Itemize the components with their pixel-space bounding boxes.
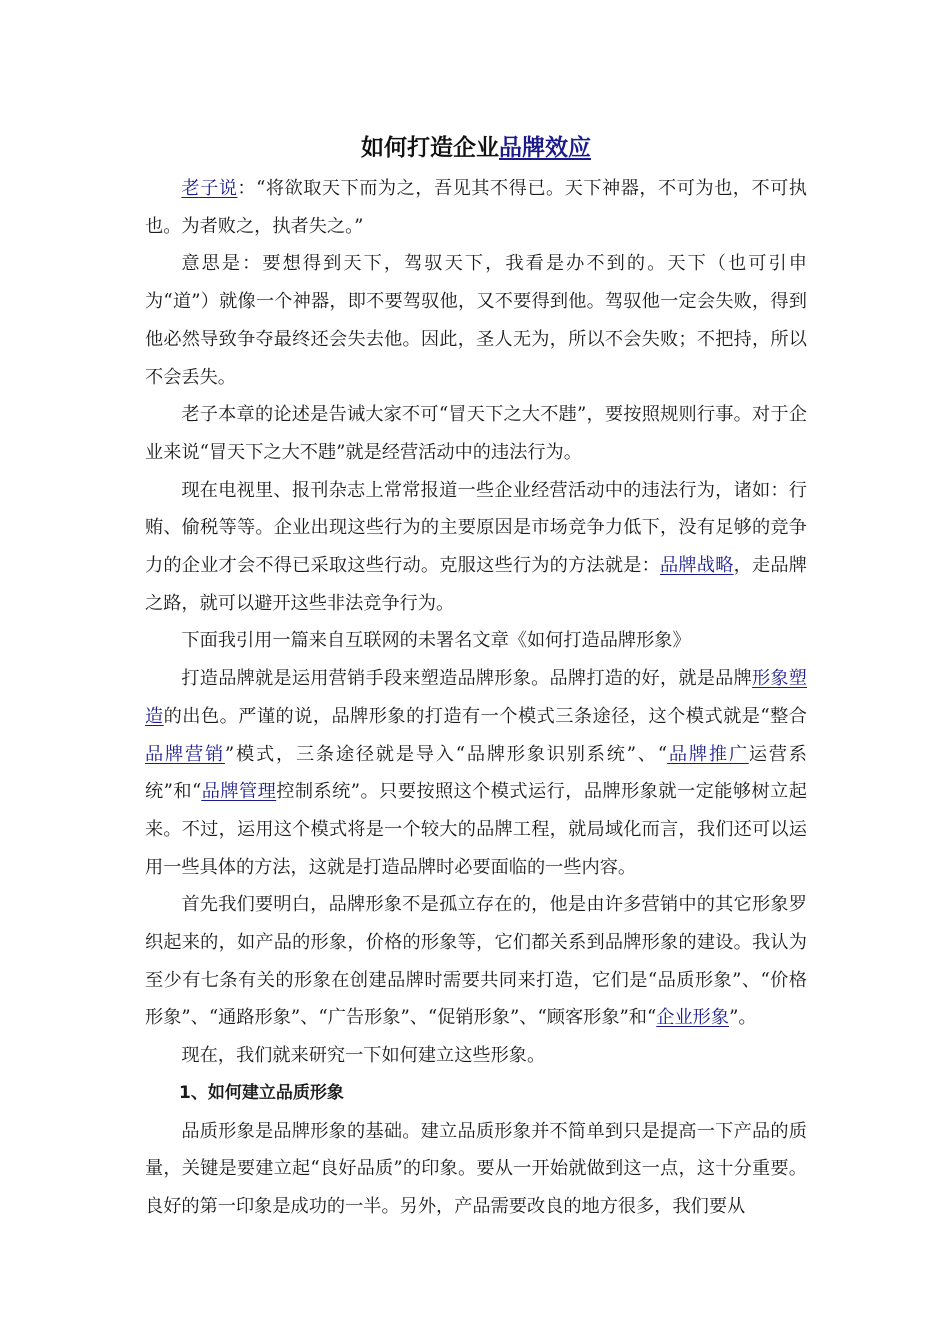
link-laozi[interactable]: 老子说 — [181, 178, 238, 199]
paragraph-text: ”。 — [729, 1007, 757, 1029]
link-corporate-image[interactable]: 企业形象 — [656, 1007, 730, 1029]
paragraph-chapter-summary: 老子本章的论述是告诫大家不可“冒天下之大不韪”，要按照规则行事。对于企业来说“冒天下之大不韪”就是经营活动中的违法行为。 — [145, 404, 807, 463]
paragraph-laozi-quote — [145, 170, 807, 245]
paragraph-meaning: 意思是：要想得到天下，驾驭天下，我看是办不到的。天下（也可引申为“道”）就像一个神器，即不要驾驭他，又不要得到他。驾驭他一定会失败，得到他必然导致争夺最终还会失去他。因此，圣人无为，所以不会失败；不把持，所以不会丢失。 — [145, 253, 807, 388]
paragraph-text: 运营系统”和“ — [145, 743, 807, 803]
title-text: 如何打造企业 — [361, 135, 499, 161]
paragraph-brand-building — [145, 660, 807, 886]
paragraph-text: ，走品牌之路，就可以避开这些非法竞争行为。 — [145, 555, 807, 614]
link-brand-management[interactable]: 品牌管理 — [201, 781, 277, 803]
link-brand-strategy[interactable]: 品牌战略 — [660, 555, 734, 577]
paragraph-text: 现在电视里、报刊杂志上常常报道一些企业经营活动中的违法行为，诸如：行贿、偷税等等。企业出现这些行为的主要原因是市场竞争力低下，没有足够的竞争力的企业才会不得已采取这些行动。克服这些行为的方法就是： — [145, 479, 807, 577]
paragraph-text: ”模式，三条途径就是导入“品牌形象识别系统”、“ — [224, 743, 668, 765]
paragraph-illegal-behavior — [145, 472, 807, 623]
link-image-shaping[interactable]: 形象塑造 — [145, 668, 807, 727]
paragraph-quality-image: 品质形象是品牌形象的基础。建立品质形象并不简单到只是提高一下产品的质量，关键是要建立起“良好品质”的印象。要从一开始就做到这一点，这十分重要。良好的第一印象是成功的一半。另外，产品需要改良的地方很多，我们要从 — [145, 1120, 807, 1217]
paragraph-text: 控制系统”。只要按照这个模式运行，品牌形象就一定能够树立起来。不过，运用这个模式将是一个较大的品牌工程，就局域化而言，我们还可以运用一些具体的方法，这就是打造品牌时必要面临的一些内容。 — [145, 781, 807, 878]
paragraph-article-intro: 下面我引用一篇来自互联网的未署名文章《如何打造品牌形象》 — [181, 630, 691, 652]
title-link-brand-effect[interactable]: 品牌效应 — [499, 135, 591, 161]
quote-text: ：“将欲取天下而为之，吾见其不得已。天下神器，不可为也，不可执也。为者败之，执者失之。” — [145, 178, 807, 237]
link-brand-marketing[interactable]: 品牌营销 — [145, 743, 225, 765]
section-heading-quality-image: 1、如何建立品质形象 — [179, 1082, 344, 1103]
document-title — [145, 126, 807, 170]
document-page — [145, 126, 807, 1226]
paragraph-text: 首先我们要明白，品牌形象不是孤立存在的，他是由许多营销中的其它形象罗织起来的，如产品的形象，价格的形象等，它们都关系到品牌形象的建设。我认为至少有七条有关的形象在创建品牌时需要共同来打造，它们是“品质形象”、“价格形象”、“通路形象”、“广告形象”、“促销形象”、“顾客形象”和“ — [145, 894, 807, 1029]
paragraph-text: 打造品牌就是运用营销手段来塑造品牌形象。品牌打造的好，就是品牌 — [181, 668, 752, 690]
link-brand-promotion[interactable]: 品牌推广 — [667, 743, 749, 765]
paragraph-seven-images — [145, 886, 807, 1037]
paragraph-text: 的出色。严谨的说，品牌形象的打造有一个模式三条途径，这个模式就是“整合 — [163, 705, 807, 727]
paragraph-research-intro: 现在，我们就来研究一下如何建立这些形象。 — [181, 1045, 546, 1067]
